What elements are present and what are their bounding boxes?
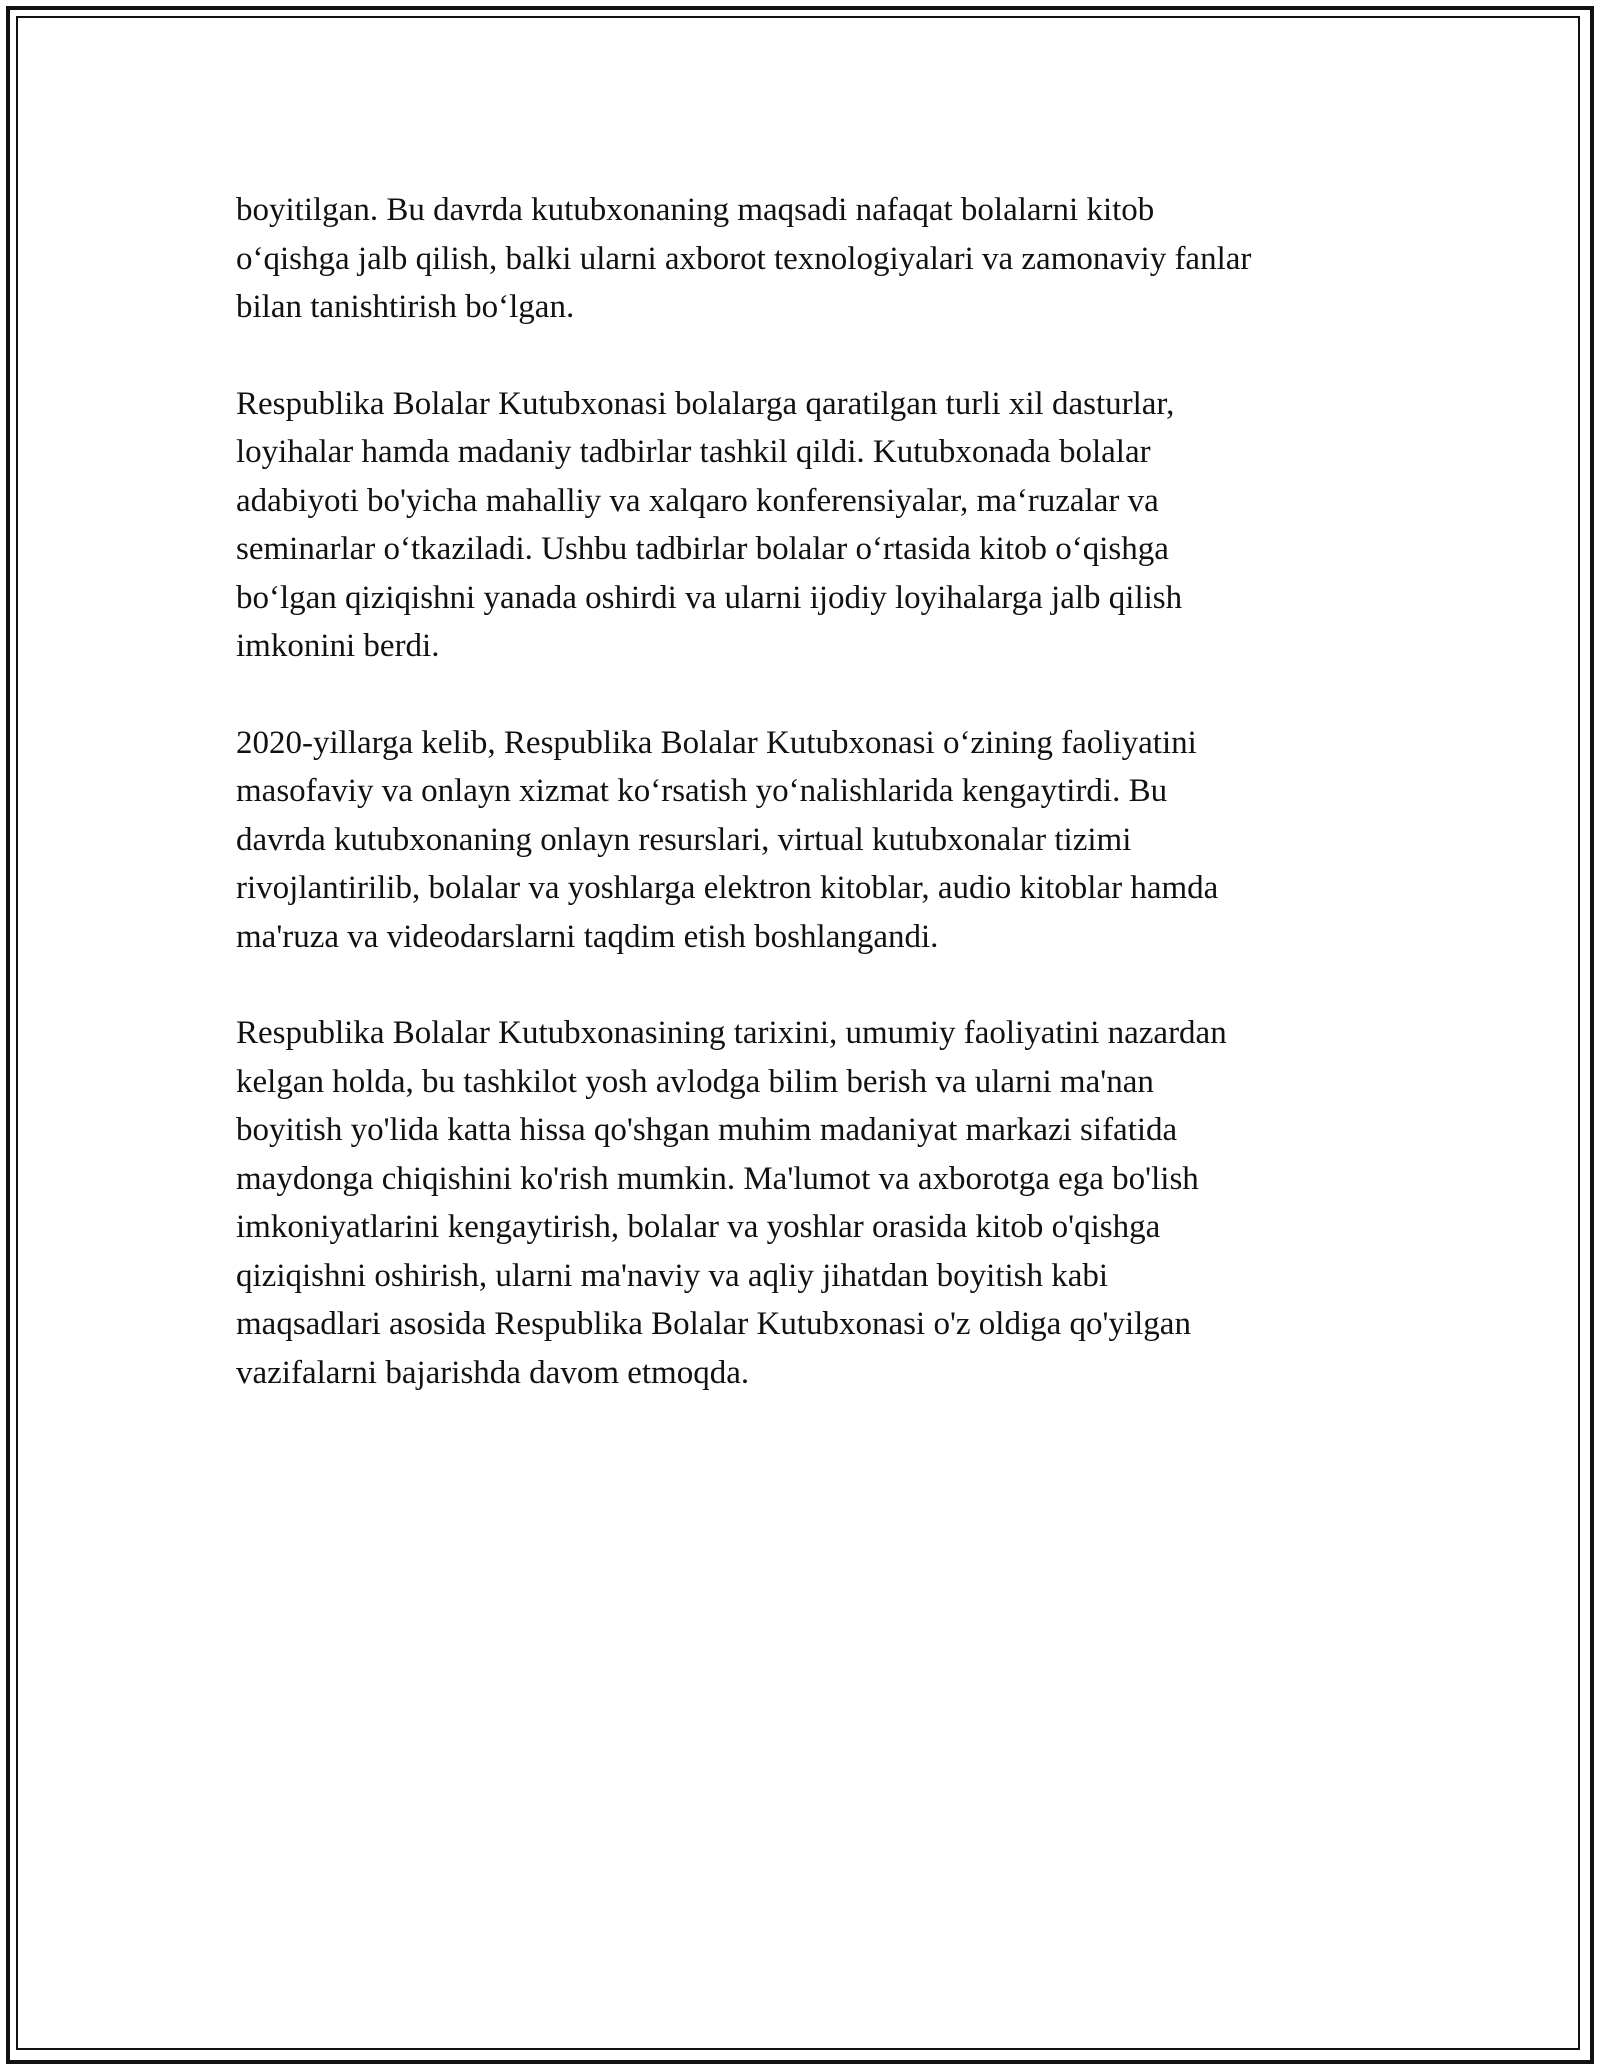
paragraph-3: 2020-yillarga kelib, Respublika Bolalar Kutubxonasi o‘zining faoliyatini masofaviy va onlayn xizmat ko‘rsatish yo‘nalishlarida kengaytirdi. Bu davrda kutubxonaning onlayn resurslari, virtual kutubxonalar tizimi rivojlantirilib, bolalar va yoshlarga elektron kitoblar, audio kitoblar hamda ma'ruza va videodarslarni taqdim etish boshlangandi. [236, 724, 1219, 955]
paragraph-1: boyitilgan. Bu davrda kutubxonaning maqsadi nafaqat bolalarni kitob o‘qishga jalb qilish, balki ularni axborot texnologiyalari va zamonaviy fanlar bilan tanishtirish bo‘lgan. [236, 192, 1252, 325]
paragraph-4: Respublika Bolalar Kutubxonasining tarixini, umumiy faoliyatini nazardan kelgan holda, bu tashkilot yosh avlodga bilim berish va ularni ma'nan boyitish yo'lida katta hissa qo'shgan muhim madaniyat markazi sifatida maydonga chiqishini ko'rish mumkin. Ma'lumot va axborotga ega bo'lish imkoniyatlarini kengaytirish, bolalar va yoshlar orasida kitob o'qishga qiziqishni oshirish, ularni ma'naviy va aqliy jihatdan boyitish kabi maqsadlari asosida Respublika Bolalar Kutubxonasi o'z oldiga qo'yilgan vazifalarni bajarishda davom etmoqda. [236, 1015, 1227, 1391]
paragraph-2: Respublika Bolalar Kutubxonasi bolalarga qaratilgan turli xil dasturlar, loyihalar hamda madaniy tadbirlar tashkil qildi. Kutubxonada bolalar adabiyoti bo'yicha mahalliy va xalqaro konferensiyalar, ma‘ruzalar va seminarlar o‘tkaziladi. Ushbu tadbirlar bolalar o‘rtasida kitob o‘qishga bo‘lgan qiziqishni yanada oshirdi va ularni ijodiy loyihalarga jalb qilish imkonini berdi. [236, 385, 1183, 664]
document-body [236, 186, 1376, 1445]
